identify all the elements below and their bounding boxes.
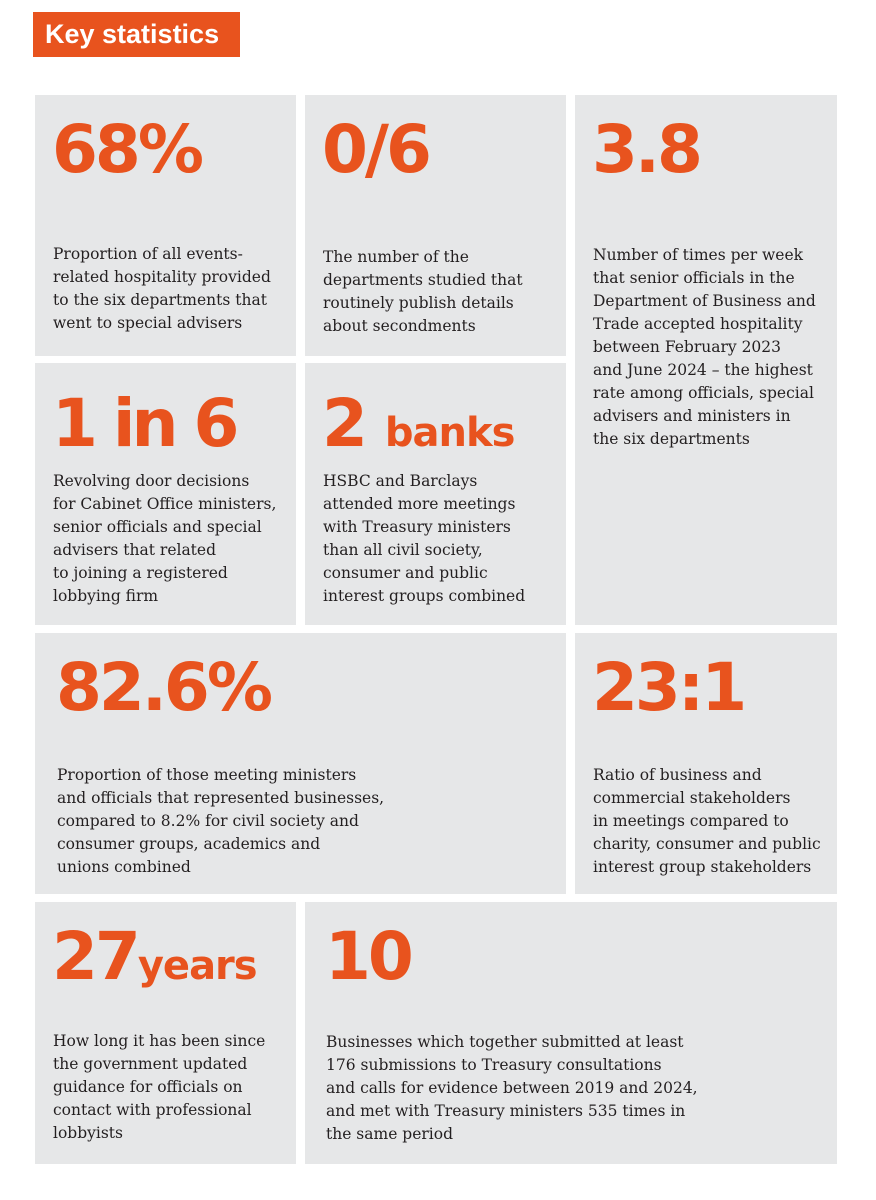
stat-card-revolving-door: [35, 363, 296, 625]
stat-value: 0/6: [322, 111, 429, 188]
stat-value: 68%: [52, 111, 201, 188]
stat-description: HSBC and Barclays attended more meetings with Treasury ministers than all civil society, consumer and public interest groups combined: [323, 472, 526, 605]
stat-card-stakeholder-ratio: [575, 633, 837, 894]
stat-card-hospitality-rate: [575, 95, 837, 625]
stat-card-lobbying-guidance: [35, 902, 296, 1164]
page-title: Key statistics: [33, 12, 240, 57]
stat-value: 82.6%: [56, 649, 270, 726]
stat-value: 2 banks: [322, 385, 515, 462]
stat-description: Revolving door decisions for Cabinet Office ministers, senior officials and special advisers that related to joining a registered lobbying firm: [53, 472, 277, 605]
stat-value: 10: [325, 918, 411, 995]
stat-description: Ratio of business and commercial stakeholders in meetings compared to charity, consumer and public interest group stakeholders: [593, 766, 821, 876]
stat-description: Businesses which together submitted at least 176 submissions to Treasury consultations and calls for evidence between 2019 and 2024, and met with Treasury ministers 535 times in the same period: [326, 1033, 698, 1143]
stat-description: The number of the departments studied that routinely publish details about secondments: [323, 248, 523, 335]
stat-value: 1 in 6: [52, 385, 236, 462]
stat-description: How long it has been since the government updated guidance for officials on contact with professional lobbyists: [53, 1032, 266, 1142]
stat-value: 3.8: [592, 111, 700, 188]
stat-card-treasury-submissions: [305, 902, 837, 1164]
stat-card-events-hospitality: [35, 95, 296, 356]
stat-description: Proportion of all events- related hospitality provided to the six departments that went to special advisers: [53, 245, 271, 332]
stat-value: 27years: [52, 918, 257, 995]
stat-description: Proportion of those meeting ministers and officials that represented businesses, compared to 8.2% for civil society and consumer groups, academics and unions combined: [57, 766, 385, 876]
stat-card-banks: [305, 363, 566, 625]
stat-card-secondments: [305, 95, 566, 356]
stat-value: 23:1: [592, 649, 745, 726]
stat-description: Number of times per week that senior officials in the Department of Business and Trade accepted hospitality between February 2023 and June 2024 – the highest rate among officials, special advisers and ministers in the six departments: [593, 246, 816, 448]
stat-card-business-meetings: [35, 633, 566, 894]
